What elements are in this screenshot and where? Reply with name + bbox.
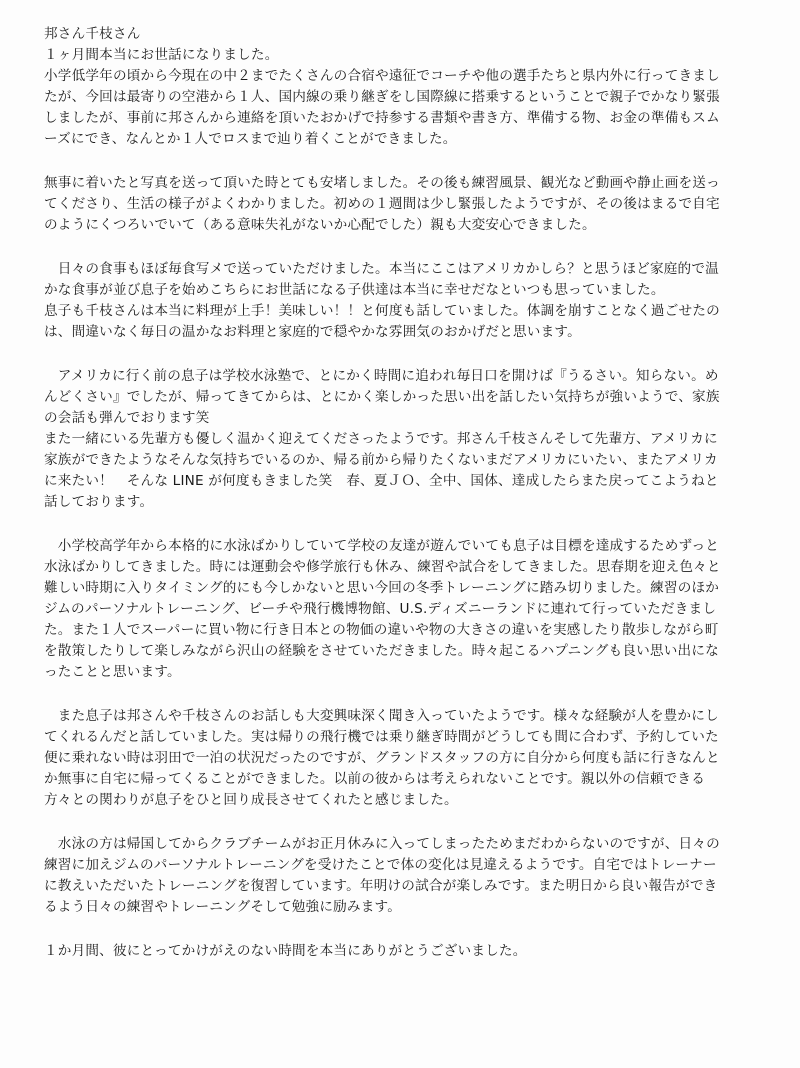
- paragraph-line: 息子も千枝さんは本当に料理が上手！美味しい！！と何度も話していました。体調を崩すことなく過ごせたの: [44, 303, 720, 319]
- paragraph-line: 無事に着いたと写真を送って頂いた時とても安堵しました。その後も練習風景、観光など動画や静止画を送っ: [44, 175, 720, 191]
- paragraph-line: 難しい時期に入りタイミング的にも今しかないと思い今回の冬季トレーニングに踏み切りました。練習のほか: [44, 580, 720, 596]
- paragraph-6: [44, 706, 784, 811]
- paragraph-line: 水泳ばかりしてきました。時には運動会や修学旅行も休み、練習や試合をしてきました。思春期を迎え色々と: [44, 559, 721, 575]
- paragraph-2: [44, 173, 784, 236]
- paragraph-line: 日々の食事もほぼ毎食写メで送っていただけました。本当にここはアメリカかしら？と思うほど家庭的で温: [44, 261, 719, 277]
- paragraph-line: のようにくつろいでいて（ある意味失礼がないか心配でした）親も大変安心できました。: [44, 217, 596, 233]
- letter-body: [44, 24, 784, 962]
- paragraph-line: を散策したりして楽しみながら沢山の経験をさせていただきました。時々起こるハプニングも良い思い出にな: [44, 643, 719, 659]
- paragraph-line: てくださり、生活の様子がよくわかりました。初めの１週間は少し緊張したようですが、その後はまるで自宅: [44, 196, 720, 212]
- paragraph-line: に教えいただいたトレーニングを復習しています。年明けの試合が楽しみです。また明日から良い報告ができ: [44, 878, 718, 894]
- paragraph-line: ジムのパーソナルトレーニング、ビーチや飛行機博物館、U.S.ディズニーランドに連れて行っていただきまし: [44, 601, 717, 617]
- paragraph-line: んどくさい』でしたが、帰ってきてからは、とにかく楽しかった思い出を話したい気持ちが強いようで、家族: [44, 389, 720, 405]
- closing-line: １か月間、彼にとってかけがえのない時間を本当にありがとうございました。: [44, 943, 527, 959]
- paragraph-line: た。また１人でスーパーに買い物に行き日本との物価の違いや物の大きさの違いを実感したり散歩しながら町: [44, 622, 719, 638]
- paragraph-line: アメリカに行く前の息子は学校水泳塾で、とにかく時間に追われ毎日口を開けば『うるさい。知らない。め: [44, 368, 719, 384]
- paragraph-line: るよう日々の練習やトレーニングそして勉強に励みます。: [44, 899, 402, 915]
- paragraph-5: [44, 536, 784, 683]
- paragraph-line: ーズにでき、なんとか１人でロスまで辿り着くことができました。: [44, 131, 457, 147]
- paragraph-line: か無事に自宅に帰ってくることができました。以前の彼からは考えられないことです。親以外の信頼できる: [44, 771, 706, 787]
- paragraph-line: 小学校高学年から本格的に水泳ばかりしていて学校の友達が遊んでいても息子は目標を達成するためずっと: [44, 538, 720, 554]
- paragraph-line: 練習に加えジムのパーソナルトレーニングを受けたことで体の変化は見違えるようです。自宅ではトレーナー: [44, 857, 717, 873]
- paragraph-line: 話しております。: [44, 494, 154, 510]
- paragraph-4: [44, 366, 784, 513]
- paragraph-line: 小学低学年の頃から今現在の中２までたくさんの合宿や遠征でコーチや他の選手たちと県内外に行ってきまし: [44, 68, 720, 84]
- paragraph-line: 家族ができたようなそんな気持ちでいるのか、帰る前から帰りたくないまだアメリカにいたい、またアメリカ: [44, 452, 718, 468]
- paragraph-line: てくれるんだと話していました。実は帰りの飛行機では乗り継ぎ時間がどうしても間に合わず、予約していた: [44, 729, 719, 745]
- paragraph-line: ったことと思います。: [44, 664, 181, 680]
- paragraph-line: かな食事が並び息子を始めこちらにお世話になる子供達は本当に幸せだなといつも思っていました。: [44, 282, 665, 298]
- paragraph-line: しましたが、事前に邦さんから連絡を頂いたおかげで持参する書類や書き方、準備する物、お金の準備もスム: [44, 110, 720, 126]
- paragraph-3: [44, 259, 784, 343]
- opening-line: １ヶ月間本当にお世話になりました。: [44, 47, 279, 63]
- paragraph-line: また一緒にいる先輩方も優しく温かく迎えてくださったようです。邦さん千枝さんそして先輩方、アメリカに: [44, 431, 718, 447]
- paragraph-line: たが、今回は最寄りの空港から１人、国内線の乗り継ぎをし国際線に搭乗するということで親子でかなり緊張: [44, 89, 720, 105]
- paragraph-line: に来たい！ そんな LINE が何度もきました笑 春、夏ＪＯ、全中、国体、達成したらまた戻ってこようねと: [44, 473, 719, 489]
- paragraph-line: また息子は邦さんや千枝さんのお話しも大変興味深く聞き入っていたようです。様々な経験が人を豊かにし: [44, 708, 719, 724]
- paragraph-line: 便に乗れない時は羽田で一泊の状況だったのですが、グランドスタッフの方に自分から何度も話に行きなんと: [44, 750, 720, 766]
- paragraph-7: [44, 834, 784, 918]
- paragraph-line: 方々との関わりが息子をひと回り成長させてくれたと感じました。: [44, 792, 458, 808]
- paragraph-line: の会話も弾んでおります笑: [44, 410, 210, 426]
- paragraph-line: 水泳の方は帰国してからクラブチームがお正月休みに入ってしまったためまだわからないのですが、日々の: [44, 836, 720, 852]
- salutation: 邦さん千枝さん: [44, 26, 141, 42]
- paragraph-1: [44, 66, 784, 150]
- paragraph-line: は、間違いなく毎日の温かなお料理と家庭的で穏やかな雰囲気のおかげだと思います。: [44, 324, 581, 340]
